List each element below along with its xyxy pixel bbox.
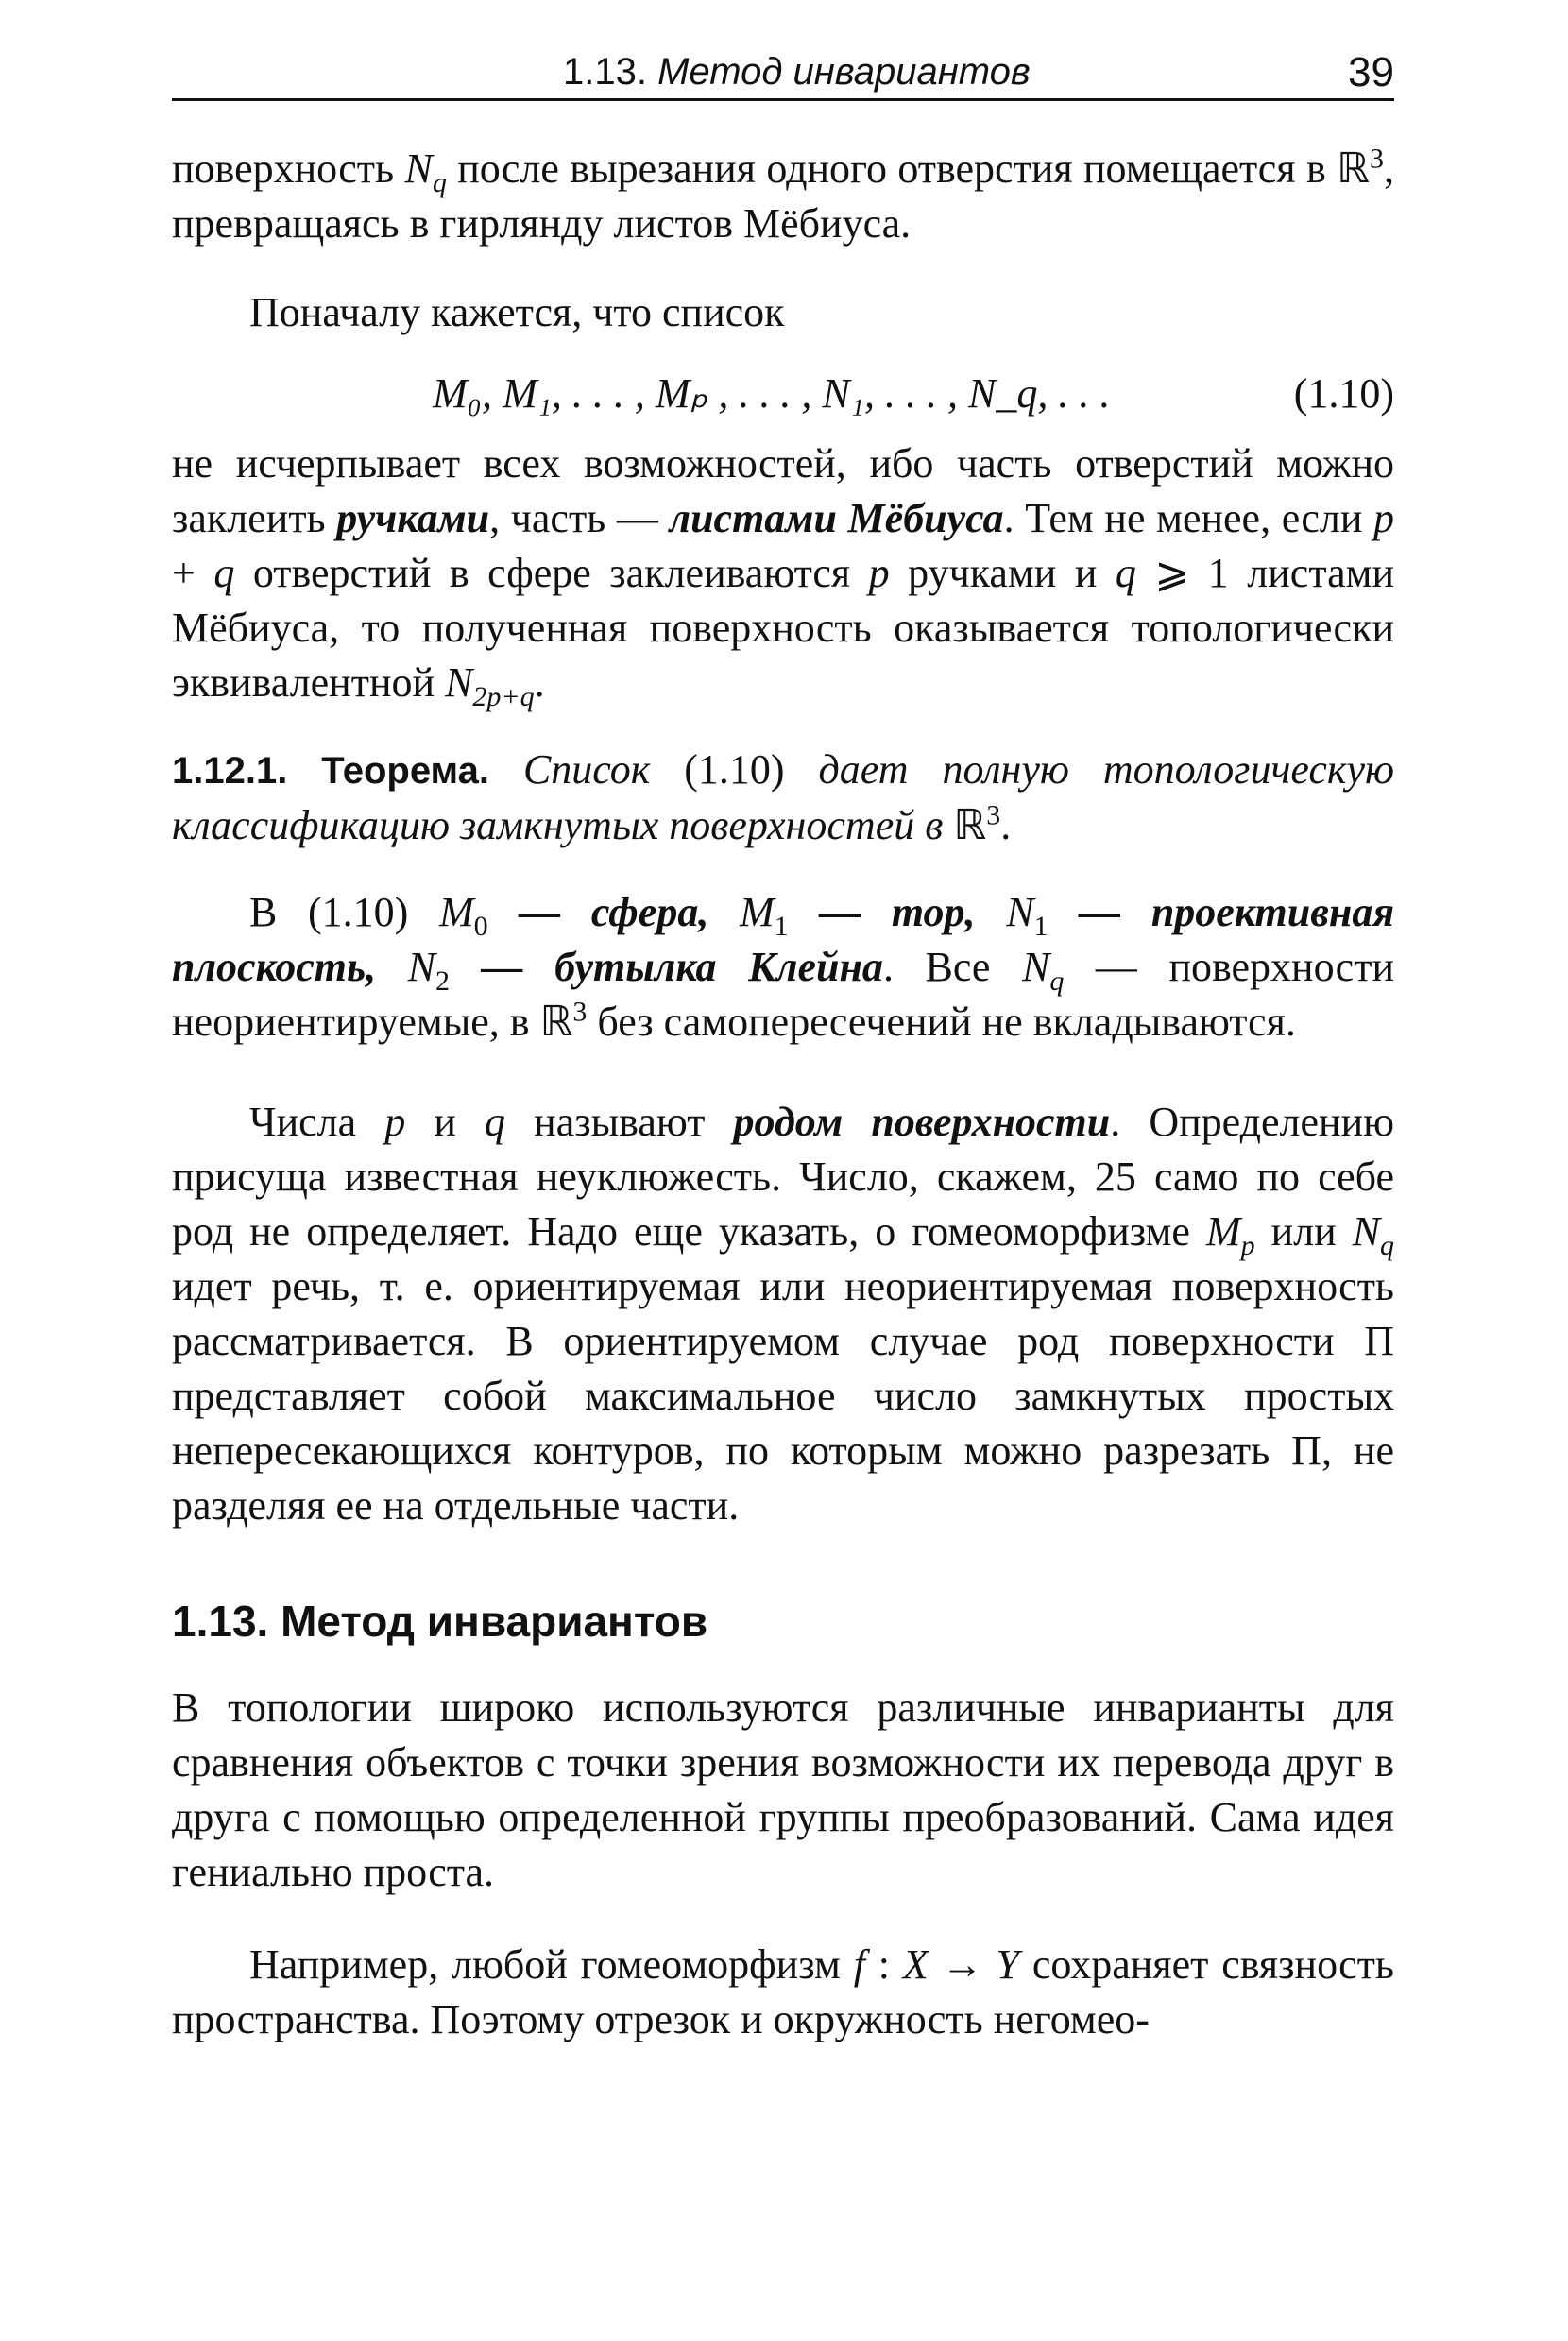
paragraph-7: Например, любой гомеоморфизм f : X → Y сохраняет связность пространства. Поэтому отрезок и окружность негомео- bbox=[172, 1941, 1395, 2042]
paragraph-2: Поначалу кажется, что список bbox=[249, 289, 785, 335]
header-rule bbox=[172, 98, 1394, 101]
paragraph-5: Числа p и q называют родом поверхности. Определению присуща известная неуклюжесть. Число, скажем, 25 само по себе род не определяет. Надо еще указать, о гомеоморфизме $M_p$ или $N_q$ идет речь, т. е. ориентируемая или неориентируемая поверхность рассматривается. В ориентируемом случае род поверхности П представляет собой максимальное число замкнутых простых непересекающихся контуров, по которым можно разрезать П, не разделяя ее на отдельные части. bbox=[172, 1099, 1394, 1529]
term-genus: родом поверхности bbox=[733, 1099, 1111, 1145]
section-title: Метод инвариантов bbox=[281, 1597, 708, 1646]
running-title bbox=[563, 51, 1031, 94]
formula-number: (1.10) bbox=[1293, 370, 1394, 417]
paragraph-3: не исчерпывает всех возможностей, ибо часть отверстий можно заклеить ручками, часть — листами Мёбиуса. Тем не менее, если p + q отверстий в сфере заклеиваются p ручками и q ⩾ 1 листами Мёбиуса, то полученная поверхность оказывается топологически эквивалентной $N_{2p+q}$. bbox=[172, 440, 1395, 712]
paragraph-4: В (1.10) $M_0$ — сфера, $M_1$ — тор, $N_1$ — проективная плоскость, $N_2$ — бутылка Клейна. Все $N_q$ — поверхности неориентируемые, в ℝ$^3$ без самопересечений не вкладываются. bbox=[172, 889, 1394, 1045]
formula-expression: M₀, M₁, . . . , Mₚ , . . . , N₁, . . . , N_q, . . . bbox=[433, 370, 1111, 417]
paragraph-1: поверхность $N_q$ после вырезания одного отверстия помещается в ℝ$^3$, превращаясь в гирлянду листов Мёбиуса. bbox=[172, 143, 1394, 247]
paragraph-6: В топологии широко используются различные инварианты для сравнения объектов с точки зрения возможности их перевода друг в друга с помощью определенной группы преобразований. Сама идея гениально проста. bbox=[172, 1684, 1394, 1895]
term-mobius-sheets: листами Мёбиуса bbox=[669, 495, 1004, 541]
theorem-label: Теорема. bbox=[321, 750, 489, 792]
running-header bbox=[172, 45, 1394, 102]
theorem-1-12-1: 1.12.1. Теорема. Список (1.10) дает полную топологическую классификацию замкнутых поверхностей в ℝ$^3$. bbox=[172, 746, 1395, 848]
running-section-title: Метод инвариантов bbox=[657, 51, 1031, 93]
theorem-number: 1.12.1. bbox=[172, 750, 288, 792]
section-number: 1.13. bbox=[172, 1597, 269, 1646]
page-number: 39 bbox=[1348, 49, 1394, 95]
running-section-number: 1.13. bbox=[563, 51, 647, 93]
section-heading bbox=[172, 1594, 1394, 1649]
term-handles: ручками bbox=[336, 495, 490, 541]
page-body bbox=[172, 142, 1394, 2047]
formula-1-10 bbox=[172, 367, 1394, 421]
